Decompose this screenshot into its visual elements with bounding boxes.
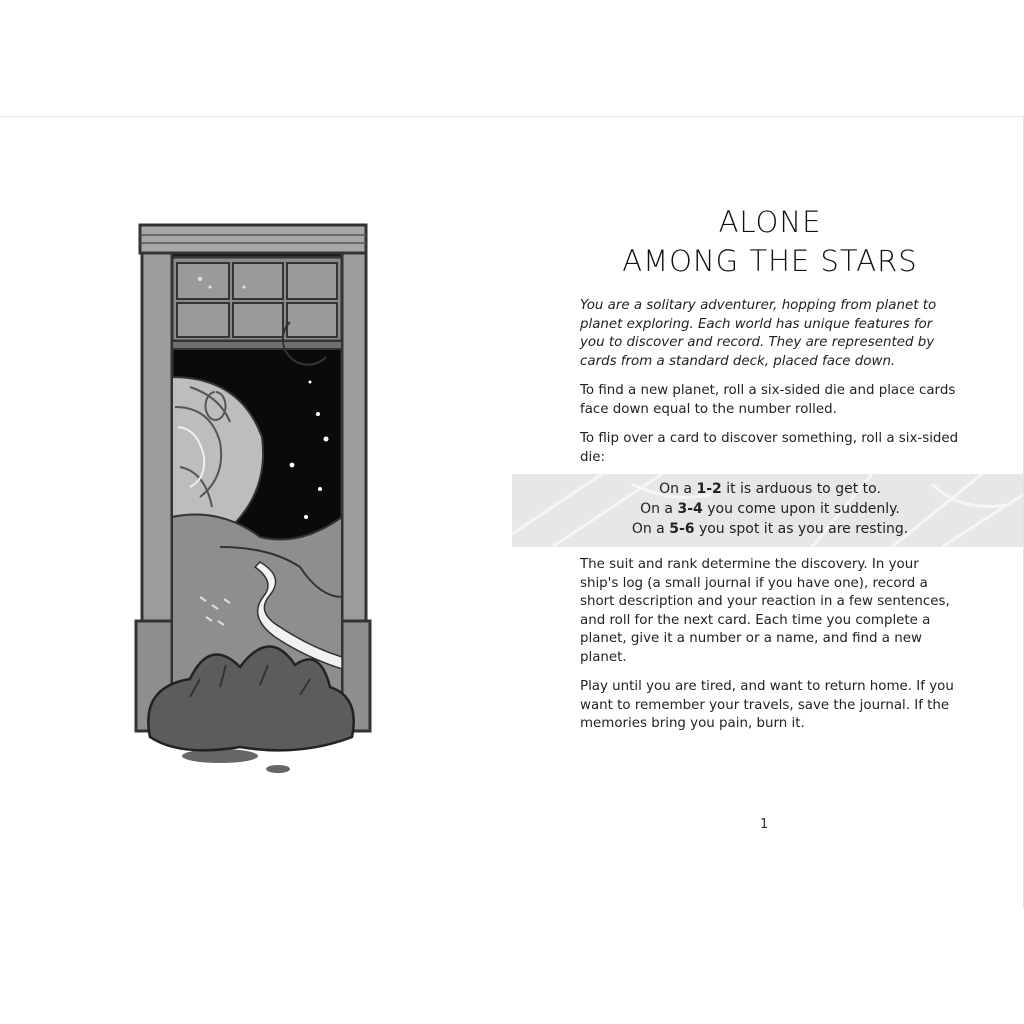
rules-continued (580, 556, 960, 745)
suit-rank-paragraph: The suit and rank determine the discovery. In your ship's log (a small journal if you have one), record a short description and your reaction in a few sentences, and roll for the next card. Each time you complete a planet, give it a number or a name, and find a new planet. (580, 557, 950, 665)
page-number: 1 (760, 817, 769, 832)
title-line-2: AMONG THE STARS (622, 244, 918, 278)
roll-outcomes (580, 479, 960, 539)
roll-outcome-row: On a 1-2 it is arduous to get to. (659, 481, 881, 497)
title-line-1: ALONE (718, 205, 822, 239)
roll-outcome-row: On a 5-6 you spot it as you are resting. (631, 521, 909, 537)
roll-outcome-row: On a 3-4 you come upon it suddenly. (640, 501, 900, 517)
rules-column (580, 203, 960, 478)
flip-card-paragraph: To flip over a card to discover something, roll a six-sided die: (580, 431, 959, 465)
page-title (580, 203, 960, 281)
play-until-paragraph: Play until you are tired, and want to return home. If you want to remember your travels, save the journal. If the memories bring you pain, burn it. (580, 679, 954, 731)
find-planet-paragraph: To find a new planet, roll a six-sided die and place cards face down equal to the number rolled. (580, 383, 956, 417)
page-spread (0, 116, 1024, 909)
intro-paragraph: You are a solitary adventurer, hopping from planet to planet exploring. Each world has unique features for you to discover and record. They are represented by cards from a standard deck, placed face down. (580, 298, 937, 369)
doorway-illustration (120, 217, 380, 797)
